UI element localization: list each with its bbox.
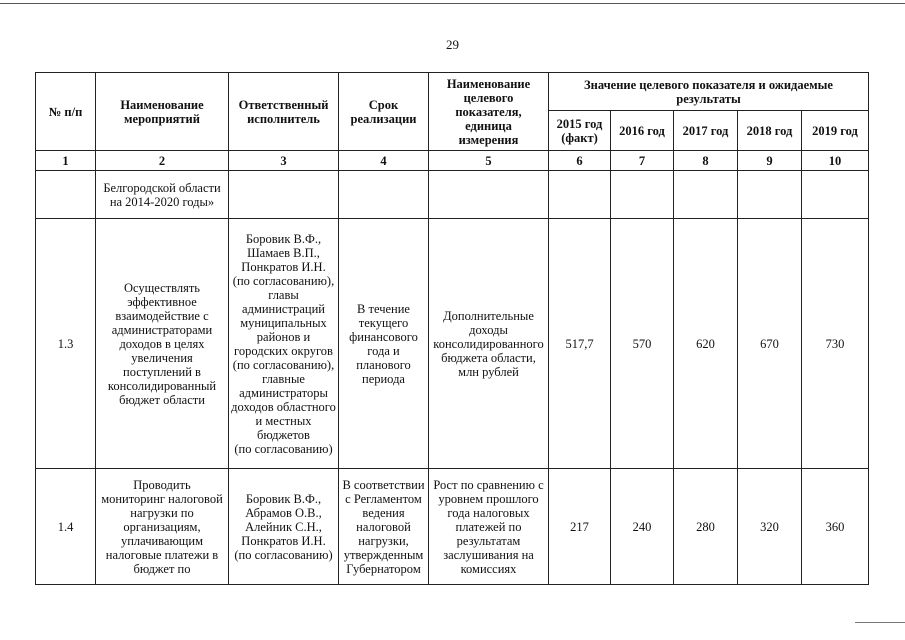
- table-row: [36, 171, 869, 219]
- header-event: Наименование мероприятий: [96, 73, 229, 151]
- row-num: [36, 171, 96, 219]
- row-value-2019: [802, 171, 869, 219]
- header-row-1: [36, 73, 869, 111]
- row-num: 1.3: [36, 219, 96, 469]
- col-number: 1: [36, 151, 96, 171]
- col-number: 5: [429, 151, 549, 171]
- row-num: 1.4: [36, 469, 96, 585]
- header-year-2019: 2019 год: [802, 111, 869, 151]
- col-number: 3: [229, 151, 339, 171]
- row-value-2017: 620: [674, 219, 738, 469]
- col-number: 4: [339, 151, 429, 171]
- row-value-2018: 670: [738, 219, 802, 469]
- row-indicator: Дополнительные доходы консолидированного бюджета области, млн рублей: [429, 219, 549, 469]
- row-value-2017: 280: [674, 469, 738, 585]
- col-number: 10: [802, 151, 869, 171]
- row-value-2016: 240: [611, 469, 674, 585]
- header-year-2018: 2018 год: [738, 111, 802, 151]
- row-indicator: Рост по сравнению с уровнем прошлого года налоговых платежей по результатам заслушивания на комиссиях: [429, 469, 549, 585]
- measures-table: [35, 72, 869, 585]
- header-term: Срок реализации: [339, 73, 429, 151]
- table-row: [36, 219, 869, 469]
- row-term: [339, 171, 429, 219]
- row-value-2016: 570: [611, 219, 674, 469]
- header-year-2017: 2017 год: [674, 111, 738, 151]
- row-event: Проводить мониторинг налоговой нагрузки по организациям, уплачивающим налоговые платежи в бюджет по: [96, 469, 229, 585]
- row-value-2017: [674, 171, 738, 219]
- scan-edge-bottom: [855, 622, 905, 623]
- header-values-group: Значение целевого показателя и ожидаемые результаты: [549, 73, 869, 111]
- col-number: 2: [96, 151, 229, 171]
- row-value-2019: 730: [802, 219, 869, 469]
- row-responsible: Боровик В.Ф., Шамаев В.П., Понкратов И.Н. (по согласованию), главы администраций муниципальных районов и городских округов (по согласованию), главные администраторы доходов областного и местных бюджетов (по согласованию): [229, 219, 339, 469]
- row-indicator: [429, 171, 549, 219]
- row-event: Осуществлять эффективное взаимодействие с администраторами доходов в целях увеличения поступлений в консолидированный бюджет области: [96, 219, 229, 469]
- row-term: В течение текущего финансового года и планового периода: [339, 219, 429, 469]
- col-number: 8: [674, 151, 738, 171]
- row-event: Белгородской области на 2014-2020 годы»: [96, 171, 229, 219]
- row-value-2016: [611, 171, 674, 219]
- header-num: № п/п: [36, 73, 96, 151]
- col-number: 7: [611, 151, 674, 171]
- col-number: 6: [549, 151, 611, 171]
- header-indicator: Наименование целевого показателя, единица измерения: [429, 73, 549, 151]
- col-number: 9: [738, 151, 802, 171]
- row-value-2015: 517,7: [549, 219, 611, 469]
- row-value-2015: 217: [549, 469, 611, 585]
- header-year-2016: 2016 год: [611, 111, 674, 151]
- table-row: [36, 469, 869, 585]
- page-number: 29: [446, 37, 459, 52]
- scan-edge-top: [0, 3, 905, 4]
- header-responsible: Ответственный исполнитель: [229, 73, 339, 151]
- header-year-2015: 2015 год (факт): [549, 111, 611, 151]
- row-responsible: Боровик В.Ф., Абрамов О.В., Алейник С.Н., Понкратов И.Н. (по согласованию): [229, 469, 339, 585]
- row-value-2019: 360: [802, 469, 869, 585]
- row-term: В соответствии с Регламентом ведения налоговой нагрузки, утвержденным Губернатором: [339, 469, 429, 585]
- row-value-2015: [549, 171, 611, 219]
- column-number-row: [36, 151, 869, 171]
- row-responsible: [229, 171, 339, 219]
- row-value-2018: 320: [738, 469, 802, 585]
- row-value-2018: [738, 171, 802, 219]
